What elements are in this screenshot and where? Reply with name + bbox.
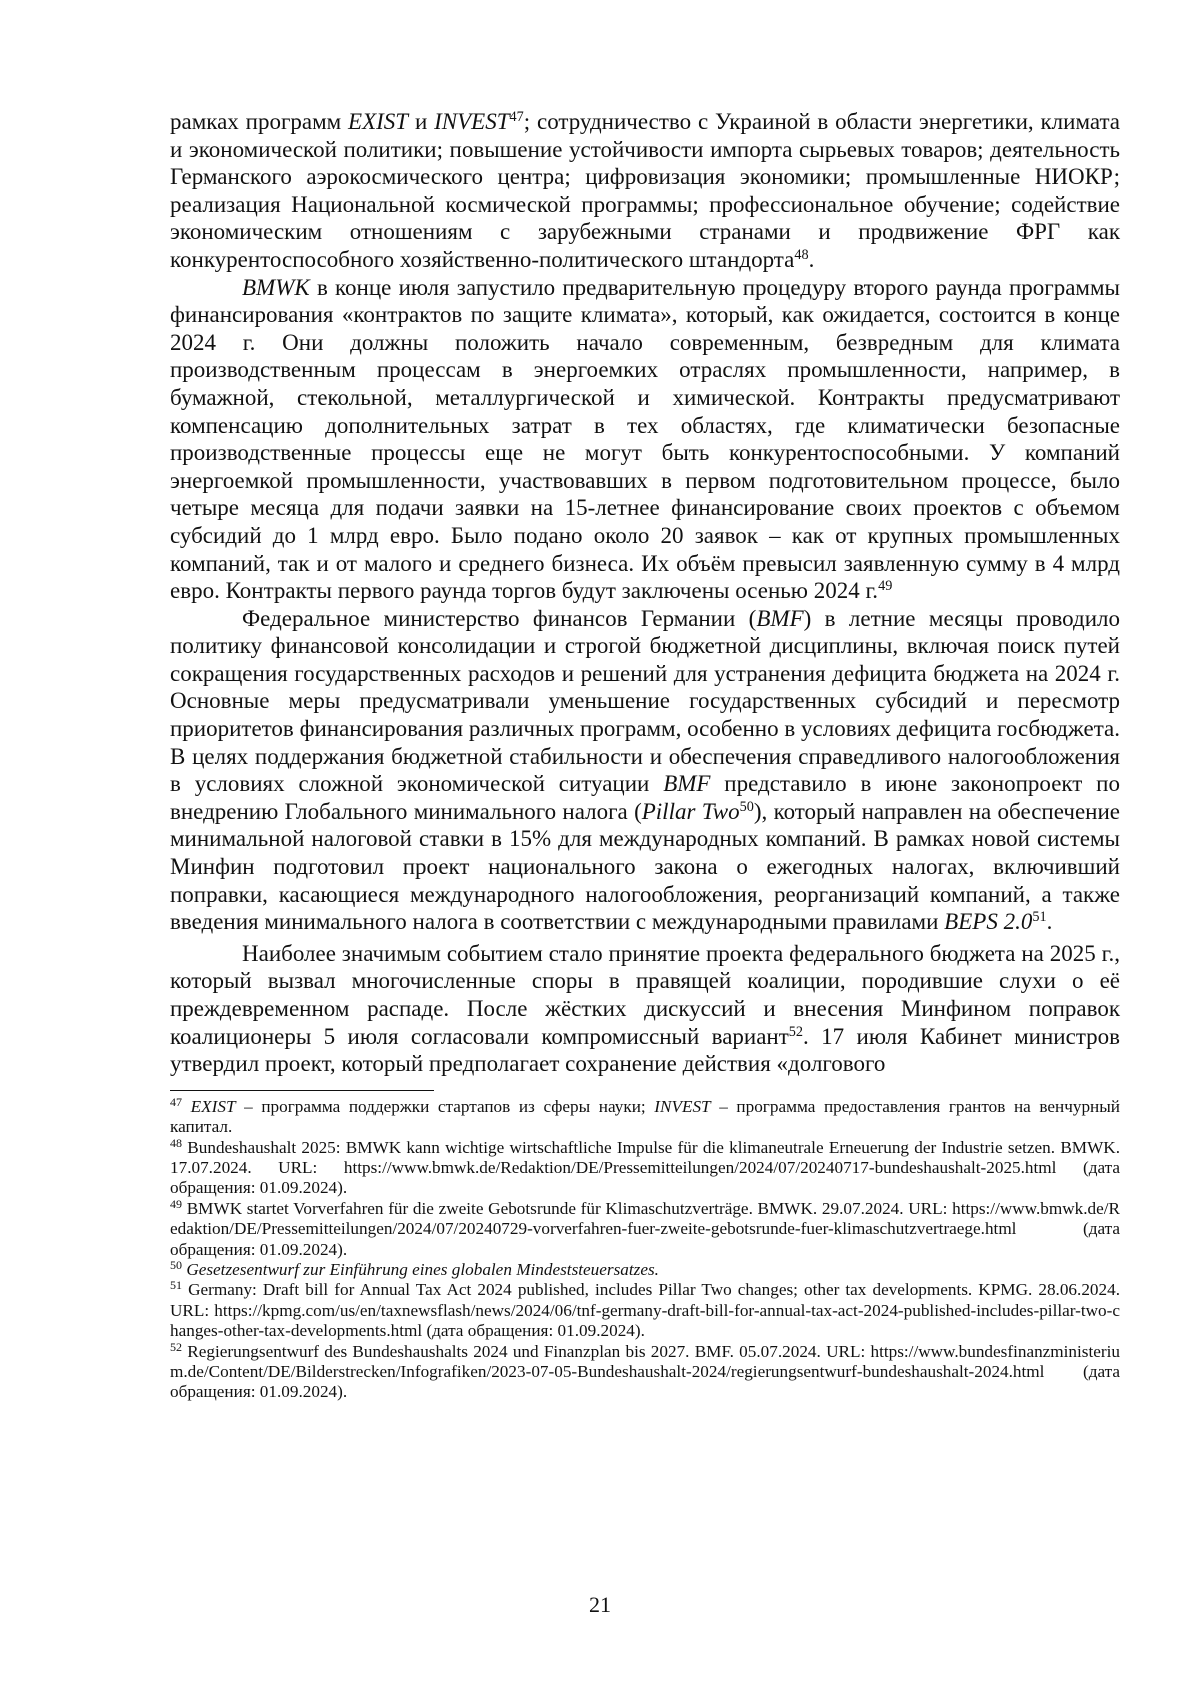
footnote-47: $^{47}$ EXIST – программа поддержки стартапов из сферы науки; INVEST – программа предоставления грантов на венчурный капитал.: [170, 1094, 1121, 1137]
term-beps: BEPS 2.0: [944, 909, 1033, 935]
footnote-50: $^{50}$ Gesetzesentwurf zur Einführung eines globalen Mindeststeuersatzes.: [170, 1258, 659, 1280]
term-bmf: BMF: [663, 771, 711, 797]
footnote-ref-47[interactable]: 47: [509, 109, 524, 126]
footnote-link[interactable]: https://www.bmwk.de/Redaktion/DE/Pressemitteilungen/2024/07/20240729-vorverfahren-fuer-zweite-gebotsrunde-fuer-klimaschutzvertraege.html: [170, 1198, 1120, 1239]
term-bmf: BMF: [756, 605, 804, 631]
footnote-separator: [170, 1090, 434, 1091]
footnote-ref-50[interactable]: 50: [739, 799, 754, 816]
term-invest: INVEST: [434, 109, 510, 134]
paragraph-2: BMWK в конце июля запустило предварительную процедуру второго раунда программы финансирования «контрактов по защите климата», который, как ожидается, состоится в конце 2024 г. Они должны положить начало современным, безвредным для климата производственным процессам в энергоемких отраслях промышленности, например, в бумажной, стекольной, металлургической и химической. Контракты предусматривают компенсацию дополнительных затрат в тех областях, где климатически безопасные производственные процессы еще не могут быть конкурентоспособными. У компаний энергоемкой промышленности, участвовавших в первом подготовительном процессе, было четыре месяца для подачи заявки на 15-летнее финансирование своих проектов с объемом субсидий до 1 млрд евро. Было подано около 20 заявок – как от крупных промышленных компаний, так и от малого и среднего бизнеса. Их объём превысил заявленную сумму в 4 млрд евро. Контракты первого раунда торгов будут заключены осенью 2024 г.$^{49}$: [170, 274, 1120, 604]
footnote-48: $^{48}$ Bundeshaushalt 2025: BMWK kann wichtige wirtschaftliche Impulse für die klimaneutrale Erneuerung der Industrie setzen. BMWK. 17.07.2024. URL: https://www.bmwk.de/Redaktion/DE/Pressemitteilungen/2024/07/20240717-bundeshaushalt-2025.html (дата обращения: 01.09.2024).: [170, 1135, 1120, 1198]
footnote-link[interactable]: https://www.bmwk.de/Redaktion/DE/Pressemitteilungen/2024/07/20240717-bundeshaushalt-2025.html: [343, 1158, 1057, 1177]
paragraph-4: Наиболее значимым событием стало принятие проекта федерального бюджета на 2025 г., который вызвал многочисленные споры в правящей коалиции, породившие слухи о её преждевременном распаде. После жёстких дискуссий и внесения Минфином поправок коалиционеры 5 июля согласовали компромиссный вариант$^{52}$. 17 июля Кабинет министров утвердил проект, который предполагает сохранение действия «долгового: [170, 940, 1121, 1077]
term-bmwk: BMWK: [242, 274, 310, 300]
footnote-link[interactable]: https://kpmg.com/us/en/taxnewsflash/news/2024/06/tnf-germany-draft-bill-for-annual-tax-act-2024-published-includes-pillar-two-changes-other-tax-developments.html: [170, 1300, 1120, 1341]
term-exist: EXIST: [348, 109, 409, 134]
footnotes: [170, 1094, 1121, 1403]
document-page: [170, 108, 1120, 1403]
body-text: [170, 108, 1120, 1078]
paragraph-1: рамках программ EXIST и INVEST$^{47}$; сотрудничество с Украиной в области энергетики, климата и экономической политики; повышение устойчивости импорта сырьевых товаров; деятельность Германского аэрокосмического центра; цифровизация экономики; промышленные НИОКР; реализация Национальной космической программы; профессиональное обучение; содействие экономическим отношениям с зарубежными странами и продвижение ФРГ как конкурентоспособного хозяйственно-политического штандорта$^{48}$.: [170, 109, 1120, 272]
footnote-link[interactable]: https://www.bundesfinanzministerium.de/Content/DE/Bilderstrecken/Infografiken/2023-07-05-Bundeshaushalt-2024/regierungsentwurf-bundeshaushalt-2024.html: [170, 1341, 1120, 1382]
footnote-ref-49[interactable]: 49: [878, 578, 893, 595]
footnote-51: $^{51}$ Germany: Draft bill for Annual Tax Act 2024 published, includes Pillar Two changes; other tax developments. KPMG. 28.06.2024. URL: https://kpmg.com/us/en/taxnewsflash/news/2024/06/tnf-germany-draft-bill-for-annual-tax-act-2024-published-includes-pillar-two-changes-other-tax-developments.html (дата обращения: 01.09.2024).: [170, 1278, 1120, 1341]
page-number: 21: [589, 1592, 611, 1617]
footnote-52: $^{52}$ Regierungsentwurf des Bundeshaushalts 2024 und Finanzplan bis 2027. BMF. 05.07.2024. URL: https://www.bundesfinanzministerium.de/Content/DE/Bilderstrecken/Infografiken/2023-07-05-Bundeshaushalt-2024/regierungsentwurf-bundeshaushalt-2024.html (дата обращения: 01.09.2024).: [170, 1339, 1120, 1402]
footnote-ref-48[interactable]: 48: [794, 247, 809, 264]
footnote-ref-51[interactable]: 51: [1032, 909, 1047, 926]
footnote-ref-52[interactable]: 52: [788, 1023, 804, 1040]
footnote-49: $^{49}$ BMWK startet Vorverfahren für die zweite Gebotsrunde für Klimaschutzverträge. BMWK. 29.07.2024. URL: https://www.bmwk.de/Redaktion/DE/Pressemitteilungen/2024/07/20240729-vorverfahren-fuer-zweite-gebotsrunde-fuer-klimaschutzvertraege.html (дата обращения: 01.09.2024).: [170, 1196, 1120, 1259]
paragraph-3: Федеральное министерство финансов Германии (BMF) в летние месяцы проводило политику финансовой консолидации и строгой бюджетной дисциплины, включая поиск путей сокращения государственных расходов и решений для устранения дефицита бюджета на 2024 г. Основные меры предусматривали уменьшение государственных субсидий и пересмотр приоритетов финансирования различных программ, особенно в условиях дефицита госбюджета. В целях поддержания бюджетной стабильности и обеспечения справедливого налогообложения в условиях сложной экономической ситуации BMF представило в июне законопроект по внедрению Глобального минимального налога (Pillar Two$^{50}$), который направлен на обеспечение минимальной налоговой ставки в 15% для международных компаний. В рамках новой системы Минфин подготовил проект национального закона о ежегодных налогах, включивший поправки, касающиеся международного налогообложения, реорганизаций компаний, а также введения минимального налога в соответствии с международными правилами BEPS $2.0^{51}$.: [170, 605, 1120, 935]
term-pillar-two: Pillar Two: [641, 798, 740, 824]
